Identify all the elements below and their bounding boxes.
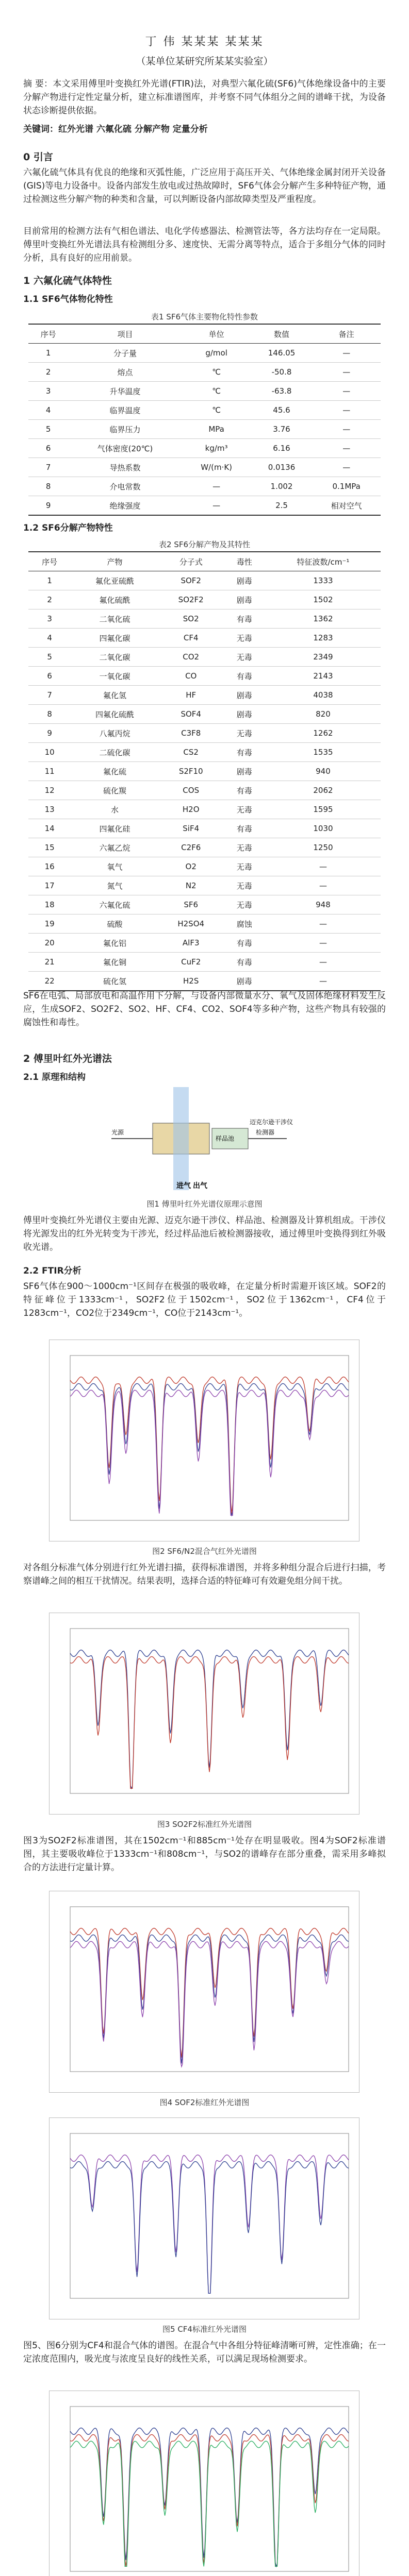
plot-frame <box>70 1629 349 1793</box>
table-row <box>28 439 381 458</box>
table-cell: 4 <box>28 401 68 420</box>
paragraph-2-2d: 图5、图6分别为CF4和混合气体的谱图。在混合气中各组分特征峰清晰可辨，定性准确；在一定浓度范围内，吸光度与浓度呈良好的线性关系，可以满足现场检测要求。 <box>23 2341 386 2364</box>
table-cell: — <box>312 458 381 477</box>
table-cell: 氮气 <box>71 876 158 895</box>
table-cell: W/(m·K) <box>182 458 251 477</box>
table-header-cell: 序号 <box>28 324 68 344</box>
table-row <box>28 914 381 934</box>
table-cell: O2 <box>159 857 223 876</box>
table-row <box>28 648 381 667</box>
table-row <box>28 363 381 382</box>
table-row <box>28 629 381 648</box>
table-cell: 六氟乙烷 <box>71 838 158 857</box>
table-cell: 四氟化碳 <box>71 629 158 648</box>
table-cell: 剧毒 <box>223 972 266 991</box>
table-cell: g/mol <box>182 344 251 363</box>
table-cell: 导热系数 <box>68 458 182 477</box>
plot-frame <box>70 2133 349 2298</box>
table-cell: 绝缘强度 <box>68 496 182 516</box>
spectrum-trace <box>70 1941 349 2066</box>
table1-caption: 表1 SF6气体主要物化特性参数 <box>151 312 258 321</box>
ftir-schematic <box>101 1087 307 1195</box>
table-cell: 无毒 <box>223 629 266 648</box>
table-cell: 有毒 <box>223 667 266 686</box>
table-cell: 剧毒 <box>223 590 266 609</box>
table-cell: 9 <box>28 724 71 743</box>
table-cell: kg/m³ <box>182 439 251 458</box>
table-cell: CO2 <box>159 648 223 667</box>
table-cell: 18 <box>28 895 71 914</box>
table-cell: 一氧化碳 <box>71 667 158 686</box>
table-cell: 升华温度 <box>68 382 182 401</box>
spectrum-trace <box>70 2434 349 2566</box>
table-cell: — <box>182 496 251 516</box>
beam-path <box>173 1087 189 1190</box>
table-cell: 6 <box>28 667 71 686</box>
table-cell: 氟化硫 <box>71 762 158 781</box>
table-cell: 有毒 <box>223 953 266 972</box>
fig3-caption: 图3 SO2F2标准红外光谱图 <box>157 1820 252 1829</box>
table-cell: 17 <box>28 876 71 895</box>
table-cell: — <box>312 439 381 458</box>
table-cell: 3 <box>28 382 68 401</box>
paragraph-2-2b: 对各组分标准气体分别进行红外光谱扫描，获得标准谱图，并将多种组分混合后进行扫描，考察谱峰之间的相互干扰情况。结果表明，选择合适的特征峰可有效避免组分间干扰。 <box>23 1563 386 1586</box>
table-cell: 氟化氢 <box>71 686 158 705</box>
table-cell: 硫化羰 <box>71 781 158 800</box>
table-row <box>28 401 381 420</box>
table-cell: 无毒 <box>223 838 266 857</box>
table-cell: H2S <box>159 972 223 991</box>
table-cell: 1 <box>28 344 68 363</box>
table-header-cell: 序号 <box>28 552 71 571</box>
table-cell: H2O <box>159 800 223 819</box>
table-cell: 剧毒 <box>223 686 266 705</box>
spectrum-trace <box>70 2161 349 2293</box>
table-cell: — <box>266 857 381 876</box>
table-cell: 有毒 <box>223 934 266 953</box>
fig4-caption: 图4 SOF2标准红外光谱图 <box>159 2098 250 2107</box>
table-cell: 1283 <box>266 629 381 648</box>
plot-frame <box>70 2406 349 2571</box>
table-cell: 二氧化碳 <box>71 648 158 667</box>
table-cell: 10 <box>28 743 71 762</box>
table-cell: H2SO4 <box>159 914 223 934</box>
table-cell: 熔点 <box>68 363 182 382</box>
table-cell: SOF4 <box>159 705 223 724</box>
affiliation: （某单位某研究所某某实验室） <box>136 56 273 67</box>
section-1-2: 1.2 SF6分解产物特性 <box>23 523 113 533</box>
label-out: 出气 <box>193 1182 207 1190</box>
section-2: 2 傅里叶红外光谱法 <box>23 1053 112 1064</box>
table-cell: — <box>266 914 381 934</box>
table-cell: — <box>312 363 381 382</box>
table-cell: C2F6 <box>159 838 223 857</box>
table-cell: N2 <box>159 876 223 895</box>
table-row <box>28 590 381 609</box>
table-cell: 四氟化硫酰 <box>71 705 158 724</box>
table-cell: 1502 <box>266 590 381 609</box>
table-row <box>28 876 381 895</box>
table-cell: 7 <box>28 686 71 705</box>
table-cell: HF <box>159 686 223 705</box>
fig5-caption: 图5 CF4标准红外光谱图 <box>162 2325 247 2334</box>
table-row <box>28 972 381 991</box>
table-cell: — <box>266 934 381 953</box>
table-cell: COS <box>159 781 223 800</box>
table-cell: 无毒 <box>223 800 266 819</box>
table-cell: 948 <box>266 895 381 914</box>
table-row <box>28 667 381 686</box>
table-row <box>28 895 381 914</box>
table-cell: 8 <box>28 705 71 724</box>
table-row <box>28 686 381 705</box>
table-cell: SO2 <box>159 609 223 629</box>
paragraph-2-2c: 图3为SO2F2标准谱图，其在1502cm⁻¹和885cm⁻¹处存在明显吸收。图4为SOF2标准谱图，其主要吸收峰位于1333cm⁻¹和808cm⁻¹，与SO2的谱峰存在部分重叠，需采用多峰拟合的方法进行定量计算。 <box>23 1836 386 1873</box>
table-cell: 4038 <box>266 686 381 705</box>
spectrum-plot <box>50 1613 359 1814</box>
table-cell: 2143 <box>266 667 381 686</box>
table-row <box>28 705 381 724</box>
spectrum-fig4 <box>49 1891 359 2093</box>
table-cell: 14 <box>28 819 71 838</box>
table-cell: SO2F2 <box>159 590 223 609</box>
plot-frame <box>70 1907 349 2072</box>
table-cell: 无毒 <box>223 724 266 743</box>
table-cell: SOF2 <box>159 571 223 590</box>
table-cell: 0.1MPa <box>312 477 381 496</box>
paragraph-2-1: 傅里叶变换红外光谱仪主要由光源、迈克尔逊干涉仪、样品池、检测器及计算机组成。干涉仪将光源发出的红外光转变为干涉光，经过样品池后被检测器接收，通过傅里叶变换得到红外吸收光谱。 <box>23 1215 386 1252</box>
table-cell: 有毒 <box>223 609 266 629</box>
spectrum-plot <box>50 1891 359 2092</box>
table-cell: 无毒 <box>223 876 266 895</box>
table-cell: -63.8 <box>251 382 313 401</box>
table-cell: 二硫化碳 <box>71 743 158 762</box>
table-row <box>28 344 381 363</box>
table-header-cell: 分子式 <box>159 552 223 571</box>
spectrum-trace <box>70 1656 349 1788</box>
table-cell: 12 <box>28 781 71 800</box>
table-cell: 剧毒 <box>223 705 266 724</box>
fig2-caption: 图2 SF6/N2混合气红外光谱图 <box>152 1547 257 1556</box>
table-header-cell: 毒性 <box>223 552 266 571</box>
spectrum-fig5 <box>49 2117 359 2319</box>
table-row <box>28 724 381 743</box>
spectrum-plot <box>50 2118 359 2319</box>
table-row <box>28 496 381 516</box>
table-cell: CS2 <box>159 743 223 762</box>
table-row <box>28 382 381 401</box>
table-cell: 1595 <box>266 800 381 819</box>
table-row <box>28 934 381 953</box>
table-cell: 20 <box>28 934 71 953</box>
table-cell: 水 <box>71 800 158 819</box>
spectrum-trace <box>70 2441 349 2566</box>
table-cell: 硫化氢 <box>71 972 158 991</box>
table-cell: — <box>266 876 381 895</box>
label-interf: 迈克尔逊干涉仪 <box>250 1118 293 1126</box>
table-cell: 二氧化硫 <box>71 609 158 629</box>
fig1-caption: 图1 傅里叶红外光谱仪原理示意图 <box>146 1199 263 1209</box>
label-source: 光源 <box>111 1129 124 1136</box>
spectrum-fig2 <box>49 1340 359 1541</box>
table-cell: MPa <box>182 420 251 439</box>
table1 <box>28 324 381 516</box>
table-cell: 5 <box>28 420 68 439</box>
table-cell: 2 <box>28 590 71 609</box>
spectrum-plot <box>50 1340 359 1541</box>
table-header-cell: 备注 <box>312 324 381 344</box>
table-cell: 11 <box>28 762 71 781</box>
table-row <box>28 477 381 496</box>
table-cell: AlF3 <box>159 934 223 953</box>
author-line: 丁 伟 某某某 某某某 <box>145 36 264 48</box>
table-cell: — <box>312 382 381 401</box>
table-cell: 0.0136 <box>251 458 313 477</box>
table-cell: 5 <box>28 648 71 667</box>
table-row <box>28 571 381 590</box>
table-cell: 3 <box>28 609 71 629</box>
table-cell: 1262 <box>266 724 381 743</box>
table-cell: 45.6 <box>251 401 313 420</box>
spectrum-fig6 <box>49 2391 359 2576</box>
table-row <box>28 420 381 439</box>
table-cell: 1.002 <box>251 477 313 496</box>
table-cell: 4 <box>28 629 71 648</box>
table-cell: 介电常数 <box>68 477 182 496</box>
table-cell: 氟化硫酰 <box>71 590 158 609</box>
table-cell: 1250 <box>266 838 381 857</box>
table-cell: CuF2 <box>159 953 223 972</box>
table-cell: 2 <box>28 363 68 382</box>
table-row <box>28 781 381 800</box>
label-in: 进气 <box>176 1182 191 1190</box>
table-header-cell: 项目 <box>68 324 182 344</box>
table-cell: — <box>312 420 381 439</box>
table-row <box>28 800 381 819</box>
table-cell: SF6 <box>159 895 223 914</box>
table-row <box>28 609 381 629</box>
table-cell: 氟化亚硫酰 <box>71 571 158 590</box>
paragraph-1-2: SF6在电弧、局部放电和高温作用下分解，与设备内部微量水分、氧气及固体绝缘材料发生反应，生成SOF2、SO2F2、SO2、HF、CF4、CO2、SOF4等多种产物，这些产物具有较强的腐蚀性和毒性。 <box>23 991 386 1028</box>
table-cell: 八氟丙烷 <box>71 724 158 743</box>
spectrum-trace <box>70 1650 349 1789</box>
table-cell: — <box>266 953 381 972</box>
table-row <box>28 819 381 838</box>
table-cell: 1030 <box>266 819 381 838</box>
table-header-cell: 单位 <box>182 324 251 344</box>
table-row <box>28 762 381 781</box>
table-cell: 剧毒 <box>223 762 266 781</box>
table-cell: 9 <box>28 496 68 516</box>
section-1-1: 1.1 SF6气体物化特性 <box>23 294 113 304</box>
table-row <box>28 857 381 876</box>
table2 <box>28 551 381 991</box>
table-cell: 2.5 <box>251 496 313 516</box>
paragraph-2-2a: SF6气体在900～1000cm⁻¹区间存在极强的吸收峰，在定量分析时需避开该区域。SOF2的特征峰位于1333cm⁻¹，SO2F2位于1502cm⁻¹，SO2位于1362cm⁻¹，CF4位于1283cm⁻¹，CO2位于2349cm⁻¹，CO位于2143cm⁻¹。 <box>23 1281 386 1318</box>
table-cell: ℃ <box>182 401 251 420</box>
section-2-2: 2.2 FTIR分析 <box>23 1266 81 1276</box>
table-header-cell: 特征波数/cm⁻¹ <box>266 552 381 571</box>
spectrum-trace <box>70 1383 349 1515</box>
table-cell: 剧毒 <box>223 571 266 590</box>
table-cell: 1362 <box>266 609 381 629</box>
table-row <box>28 458 381 477</box>
table-cell: 氟化铝 <box>71 934 158 953</box>
table-cell: 无毒 <box>223 648 266 667</box>
table-cell: 气体密度(20℃) <box>68 439 182 458</box>
section-intro: 0 引言 <box>23 151 53 163</box>
table-cell: 硫酸 <box>71 914 158 934</box>
label-cell: 样品池 <box>216 1135 235 1142</box>
table-cell: 临界温度 <box>68 401 182 420</box>
spectrum-fig3 <box>49 1613 359 1815</box>
table-cell: 1333 <box>266 571 381 590</box>
table-row <box>28 953 381 972</box>
table-cell: 2349 <box>266 648 381 667</box>
keywords: 关键词：红外光谱 六氟化硫 分解产物 定量分析 <box>23 124 208 134</box>
spectrum-trace <box>70 1935 349 2063</box>
table-cell: 19 <box>28 914 71 934</box>
table-cell: 腐蚀 <box>223 914 266 934</box>
table-cell: CF4 <box>159 629 223 648</box>
label-det: 检测器 <box>256 1129 275 1136</box>
abstract: 摘 要：本文采用傅里叶变换红外光谱(FTIR)法，对典型六氟化硫(SF6)气体绝缘设备中的主要分解产物进行定性定量分析，建立标准谱图库，并考察不同气体组分之间的谱峰干扰，为设备状态诊断提供依据。 <box>23 79 386 116</box>
table-cell: 6.16 <box>251 439 313 458</box>
table-cell: C3F8 <box>159 724 223 743</box>
table-header-cell: 产物 <box>71 552 158 571</box>
table-cell: 有毒 <box>223 819 266 838</box>
table-cell: 820 <box>266 705 381 724</box>
table-cell: 无毒 <box>223 857 266 876</box>
table-cell: 相对空气 <box>312 496 381 516</box>
table-cell: 22 <box>28 972 71 991</box>
table-cell: -50.8 <box>251 363 313 382</box>
table-cell: ℃ <box>182 382 251 401</box>
table-cell: 16 <box>28 857 71 876</box>
table-cell: 3.76 <box>251 420 313 439</box>
table-cell: 1 <box>28 571 71 590</box>
table-cell: — <box>266 972 381 991</box>
table-cell: 15 <box>28 838 71 857</box>
table-cell: 有毒 <box>223 781 266 800</box>
table-cell: 六氟化硫 <box>71 895 158 914</box>
table-cell: 临界压力 <box>68 420 182 439</box>
table-cell: — <box>182 477 251 496</box>
table2-caption: 表2 SF6分解产物及其特性 <box>158 540 250 549</box>
intro-paragraph-2: 目前常用的检测方法有气相色谱法、电化学传感器法、检测管法等，各方法均存在一定局限。傅里叶变换红外光谱法具有检测组分多、速度快、无需分离等特点，适合于多组分气体的同时分析，具有良好的应用前景。 <box>23 226 386 263</box>
table-cell: — <box>312 344 381 363</box>
table-row <box>28 838 381 857</box>
intro-paragraph-1: 六氟化硫气体具有优良的绝缘和灭弧性能，广泛应用于高压开关、气体绝缘金属封闭开关设备(GIS)等电力设备中。设备内部发生放电或过热故障时，SF6气体会分解产生多种特征产物，通过检测这些分解产物的种类和含量，可以判断设备内部故障类型及严重程度。 <box>23 167 386 205</box>
table-cell: — <box>312 401 381 420</box>
table-cell: SiF4 <box>159 819 223 838</box>
table-cell: 无毒 <box>223 895 266 914</box>
table-cell: 6 <box>28 439 68 458</box>
table-cell: 13 <box>28 800 71 819</box>
spectrum-plot <box>50 2391 359 2576</box>
table-cell: 21 <box>28 953 71 972</box>
section-2-1: 2.1 原理和结构 <box>23 1072 86 1082</box>
table-cell: 7 <box>28 458 68 477</box>
spectrum-trace <box>70 2155 349 2294</box>
table-header-cell: 数值 <box>251 324 313 344</box>
table-cell: 分子量 <box>68 344 182 363</box>
table-cell: 氧气 <box>71 857 158 876</box>
table-cell: 146.05 <box>251 344 313 363</box>
table-cell: 氟化铜 <box>71 953 158 972</box>
table-cell: 940 <box>266 762 381 781</box>
table-cell: S2F10 <box>159 762 223 781</box>
table-cell: ℃ <box>182 363 251 382</box>
table-cell: 1535 <box>266 743 381 762</box>
table-cell: 2062 <box>266 781 381 800</box>
table-cell: 8 <box>28 477 68 496</box>
table-row <box>28 743 381 762</box>
table-cell: 有毒 <box>223 743 266 762</box>
section-1: 1 六氟化硫气体特性 <box>23 275 112 286</box>
table-cell: 四氟化硅 <box>71 819 158 838</box>
table-cell: CO <box>159 667 223 686</box>
